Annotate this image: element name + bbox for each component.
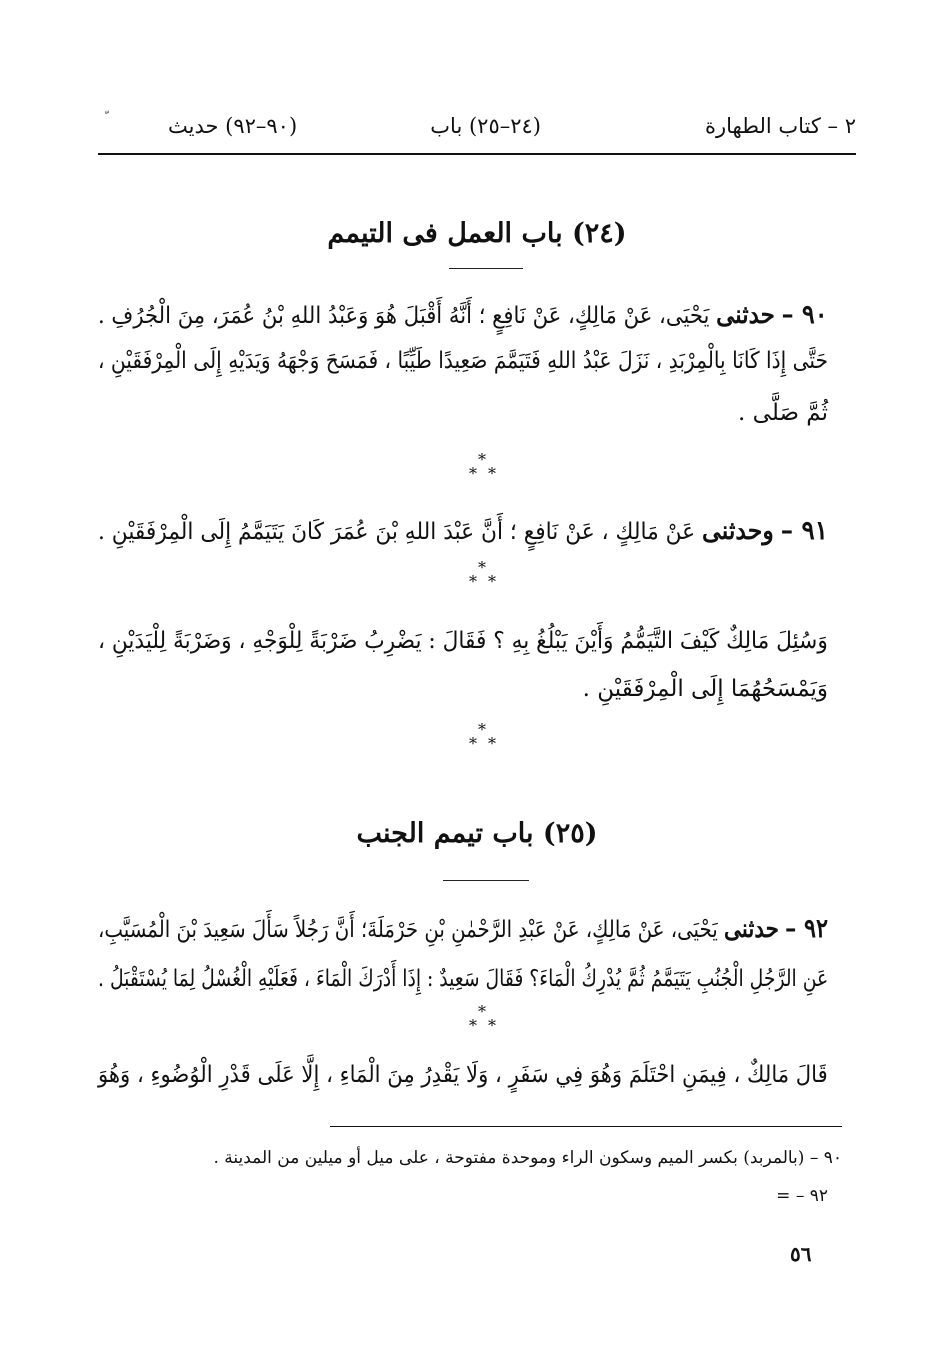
malik-statement-line-1: قَالَ مَالِكٌ ، فِيمَنِ احْتَلَمَ وَهُوَ فِي سَفَرٍ ، وَلَا يَقْدِرُ مِنَ الْمَاءِ ، إِلَّا عَلَى قَدْرِ الْوُضُوءِ ، وَهُوَ [98,1062,828,1088]
asterism-separator: * * * [469,1002,496,1035]
malik-question [98,628,828,718]
section-heading-25: (٢٥) باب تيمم الجنب [356,818,598,849]
malik-question-line-2: وَيَمْسَحُهُمَا إِلَى الْمِرْفَقَيْنِ . [582,676,828,702]
footnote-90: ٩٠ – (بالمربد) بكسر الميم وسكون الراء وموحدة مفتوحة ، على ميل أو ميلين من المدينة . [213,1148,842,1168]
hadith-opening: حدثنى [716,300,776,329]
heading-rule-24 [449,268,523,269]
hadith-number: ٩٢ – [785,914,828,944]
hadith-number: ٩٠ – [782,300,828,330]
hadith-opening: وحدثنى [702,516,774,545]
hadith-92 [98,914,828,1004]
footnote-rule [330,1126,842,1127]
hadith-text: يَحْيَى، عَنْ مَالِكٍ، عَنْ عَبْدِ الرَّحْمٰنِ بْنِ حَرْمَلَةَ؛ أَنَّ رَجُلاً سَأَلَ سَعِيدَ بْنَ الْمُسَيَّبِ، [98,917,718,943]
header-rule [98,153,856,155]
hadith-text: عَنْ مَالِكٍ ، عَنْ نَافِعٍ ؛ أَنَّ عَبْدَ اللهِ بْنَ عُمَرَ كَانَ يَتَيَمَّمُ إِلَى الْمِرْفَقَيْنِ . [98,519,696,545]
header-chapter-range: (٢٤–٢٥) باب [430,114,541,138]
asterism-separator: * * * [469,450,496,483]
section-heading-24: (٢٤) باب العمل فى التيمم [327,218,627,249]
asterism-separator: * * * [469,720,496,753]
page-number: ٥٦ [790,1242,812,1266]
hadith-number: ٩١ – [780,516,828,546]
malik-question-line-1: وَسُئِلَ مَالِكٌ كَيْفَ التَّيَمُّمُ وَأَيْنَ يَبْلُغُ بِهِ ؟ فَقَالَ : يَضْرِبُ ضَرْبَةً لِلْوَجْهِ ، وَضَرْبَةً لِلْيَدَيْنِ ، [98,628,828,654]
footnote-92: ٩٢ – = [776,1186,828,1206]
asterism-separator: * * * [469,558,496,591]
hadith-92-line-2: عَنِ الرَّجُلِ الْجُنُبِ يَتَيَمَّمُ ثُمَّ يُدْرِكُ الْمَاءَ؟ فَقَالَ سَعِيدٌ : إِذَا أَدْرَكَ الْمَاءَ ، فَعَلَيْهِ الْغُسْلُ لِمَا يُسْتَقْبَلُ . [97,966,828,992]
malik-statement [98,1062,828,1102]
hadith-90-line-3: ثُمَّ صَلَّى . [738,400,828,426]
header-book-title: ٢ – كتاب الطهارة [705,114,856,138]
hadith-opening: حدثنى [724,914,779,943]
hadith-92-line-1 [98,914,828,944]
hadith-90-line-2: حَتَّى إِذَا كَانَا بِالْمِرْبَدِ ، نَزَلَ عَبْدُ اللهِ فَتَيَمَّمَ صَعِيدًا طَيِّبًا ، فَمَسَحَ وَجْهَهُ وَيَدَيْهِ إِلَى الْمِرْفَقَيْنِ ، [98,348,828,374]
hadith-90-line-1 [98,300,828,330]
hadith-90 [98,300,828,440]
hadith-text: يَحْيَى، عَنْ مَالِكٍ، عَنْ نَافِعٍ ؛ أَنَّهُ أَقْبَلَ هُوَ وَعَبْدُ اللهِ بْنُ عُمَرَ، مِنَ الْجُرُفِ . [98,303,710,329]
hadith-91 [98,516,828,556]
header-hadith-range: (٩٠–٩٢) حديث [168,114,298,138]
heading-rule-25 [443,880,529,881]
running-header [98,108,856,148]
hadith-91-line-1 [98,516,828,546]
